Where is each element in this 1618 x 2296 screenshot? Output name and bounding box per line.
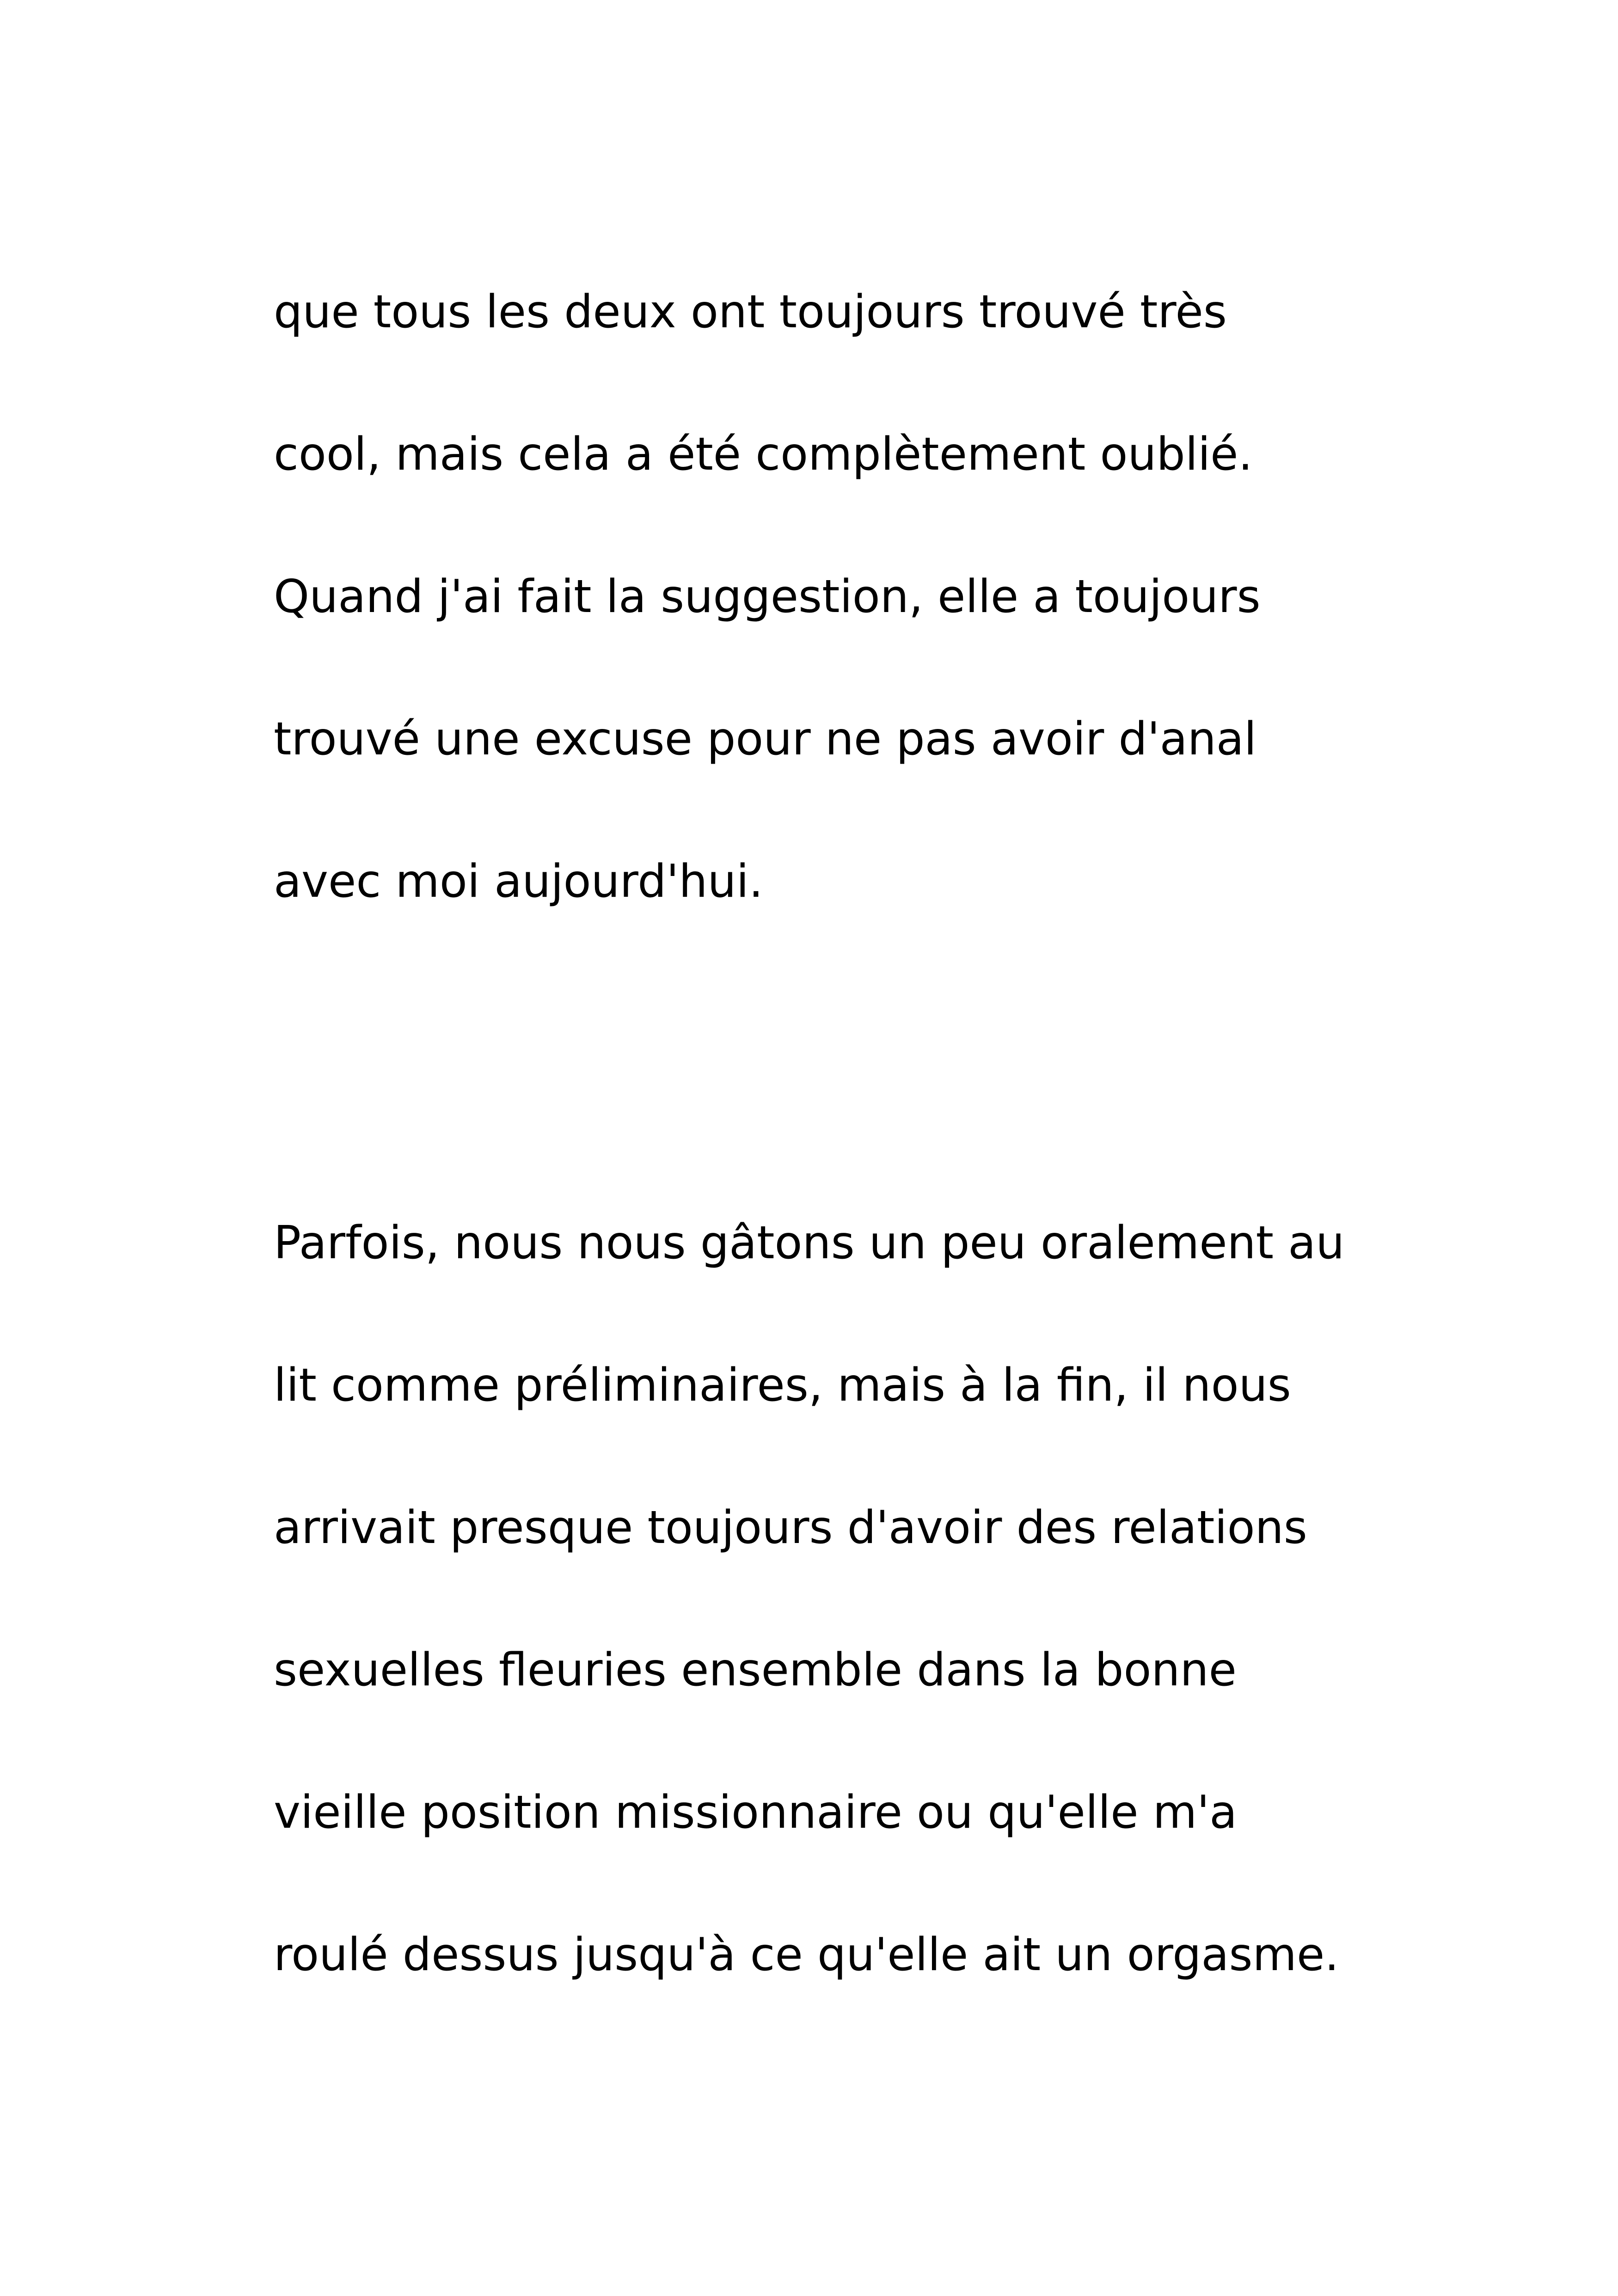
text-line: que tous les deux ont toujours trouvé très xyxy=(274,286,1227,338)
paragraph-2 xyxy=(274,1213,1522,2067)
text-line: lit comme préliminaires, mais à la fin, il nous xyxy=(274,1359,1291,1412)
text-line: sexuelles fleuries ensemble dans la bonne xyxy=(274,1644,1237,1696)
text-line: avec moi aujourd'hui. xyxy=(274,855,763,908)
text-line: arrivait presque toujours d'avoir des relations xyxy=(274,1501,1307,1554)
text-line: trouvé une excuse pour ne pas avoir d'anal xyxy=(274,713,1257,765)
text-line: Parfois, nous nous gâtons un peu oralement au xyxy=(274,1217,1345,1269)
text-line: roulé dessus jusqu'à ce qu'elle ait un orgasme. xyxy=(274,1929,1339,1981)
paragraph-1 xyxy=(274,282,1522,994)
text-line: cool, mais cela a été complètement oublié. xyxy=(274,428,1253,481)
text-line: Quand j'ai fait la suggestion, elle a toujours xyxy=(274,570,1261,623)
text-line: vieille position missionnaire ou qu'elle m'a xyxy=(274,1786,1238,1839)
